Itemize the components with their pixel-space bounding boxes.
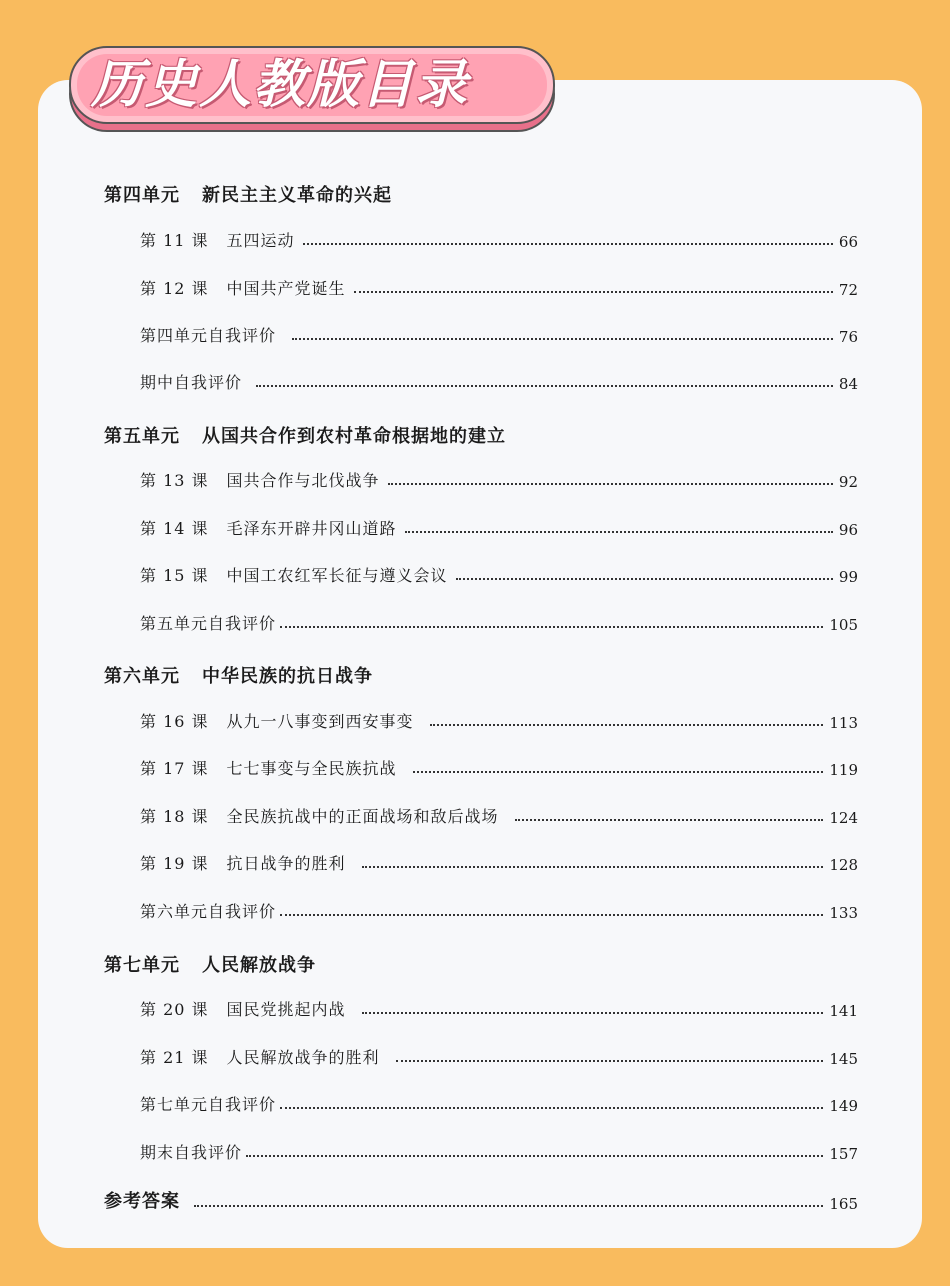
page-number: 124	[829, 809, 858, 827]
page-number: 76	[838, 328, 858, 346]
toc-entry[interactable]	[140, 710, 858, 732]
entry-title: 毛泽东开辟井冈山道路	[226, 519, 397, 538]
toc-entry[interactable]	[140, 277, 858, 299]
page-number: 145	[829, 1050, 858, 1068]
dot-leader	[246, 1155, 823, 1157]
toc-entry[interactable]	[140, 805, 858, 827]
page-number: 133	[829, 904, 858, 922]
page-number: 72	[838, 281, 858, 299]
toc-entry[interactable]	[140, 998, 858, 1020]
unit-title: 中华民族的抗日战争	[202, 666, 373, 687]
entry-label: 第 16 课	[140, 712, 209, 731]
toc-entry[interactable]	[140, 517, 858, 539]
dot-leader	[515, 819, 824, 821]
toc-entry[interactable]	[140, 852, 858, 874]
entry-label: 第 20 课	[140, 1000, 209, 1019]
toc-entry[interactable]	[140, 1093, 858, 1115]
entry-label: 第 19 课	[140, 854, 209, 873]
page-number: 99	[838, 568, 858, 586]
page-number: 149	[829, 1097, 858, 1115]
unit-heading	[104, 951, 316, 977]
toc-entry[interactable]	[140, 900, 858, 922]
toc-entry[interactable]	[140, 1141, 858, 1163]
unit-title: 人民解放战争	[202, 955, 316, 976]
dot-leader	[354, 291, 833, 293]
dot-leader	[388, 483, 833, 485]
toc-entry[interactable]	[140, 612, 858, 634]
unit-title: 新民主主义革命的兴起	[202, 185, 392, 206]
dot-leader	[292, 338, 833, 340]
entry-label: 第 12 课	[140, 279, 209, 298]
page-title: 历史人教版目录	[91, 55, 470, 115]
dot-leader	[362, 1012, 824, 1014]
title-banner	[69, 46, 553, 130]
toc-entry[interactable]	[140, 757, 858, 779]
entry-title: 人民解放战争的胜利	[226, 1048, 380, 1067]
entry-label: 期中自我评价	[140, 373, 243, 392]
page-number: 119	[829, 761, 858, 779]
unit-title: 从国共合作到农村革命根据地的建立	[202, 426, 506, 447]
entry-label: 第七单元自我评价	[140, 1095, 277, 1114]
toc-entry-answers[interactable]	[104, 1191, 858, 1213]
page-number: 92	[838, 473, 858, 491]
entry-label: 期末自我评价	[140, 1143, 243, 1162]
page-number: 84	[838, 375, 858, 393]
entry-title: 抗日战争的胜利	[226, 854, 346, 873]
entry-label: 第六单元自我评价	[140, 902, 277, 921]
entry-label: 第五单元自我评价	[140, 614, 277, 633]
toc-entry[interactable]	[140, 1046, 858, 1068]
dot-leader	[194, 1205, 823, 1207]
dot-leader	[256, 385, 833, 387]
toc-entry[interactable]	[140, 564, 858, 586]
entry-title: 全民族抗战中的正面战场和敌后战场	[226, 807, 499, 826]
page-number: 157	[829, 1145, 858, 1163]
entry-title: 五四运动	[226, 231, 295, 250]
entry-label: 第 21 课	[140, 1048, 209, 1067]
dot-leader	[413, 771, 824, 773]
entry-label: 第 14 课	[140, 519, 209, 538]
entry-title: 七七事变与全民族抗战	[226, 759, 397, 778]
entry-label: 第 11 课	[140, 231, 209, 250]
dot-leader	[280, 1107, 823, 1109]
dot-leader	[280, 914, 823, 916]
entry-title: 中国工农红军长征与遵义会议	[226, 566, 448, 585]
dot-leader	[405, 531, 833, 533]
dot-leader	[456, 578, 833, 580]
page-number: 105	[829, 616, 858, 634]
dot-leader	[396, 1060, 824, 1062]
page-number: 113	[829, 714, 858, 732]
unit-heading	[104, 181, 392, 207]
entry-title: 国民党挑起内战	[226, 1000, 346, 1019]
dot-leader	[362, 866, 824, 868]
page-number: 165	[829, 1195, 858, 1213]
dot-leader	[280, 626, 823, 628]
page-number: 66	[838, 233, 858, 251]
unit-label: 第七单元	[104, 955, 180, 976]
toc-entry[interactable]	[140, 371, 858, 393]
page-number: 141	[829, 1002, 858, 1020]
unit-label: 第六单元	[104, 666, 180, 687]
unit-label: 第五单元	[104, 426, 180, 447]
entry-label: 第 15 课	[140, 566, 209, 585]
entry-label: 第 17 课	[140, 759, 209, 778]
entry-label: 第 18 课	[140, 807, 209, 826]
entry-label: 第四单元自我评价	[140, 326, 277, 345]
unit-heading	[104, 422, 506, 448]
toc-entry[interactable]	[140, 229, 858, 251]
entry-title: 国共合作与北伐战争	[226, 471, 380, 490]
unit-label: 第四单元	[104, 185, 180, 206]
answers-label: 参考答案	[104, 1191, 180, 1212]
entry-title: 中国共产党诞生	[226, 279, 346, 298]
dot-leader	[430, 724, 824, 726]
toc-entry[interactable]	[140, 469, 858, 491]
unit-heading	[104, 662, 373, 688]
entry-title: 从九一八事变到西安事变	[226, 712, 414, 731]
toc-entry[interactable]	[140, 324, 858, 346]
page-number: 128	[829, 856, 858, 874]
entry-label: 第 13 课	[140, 471, 209, 490]
page-number: 96	[838, 521, 858, 539]
dot-leader	[303, 243, 833, 245]
